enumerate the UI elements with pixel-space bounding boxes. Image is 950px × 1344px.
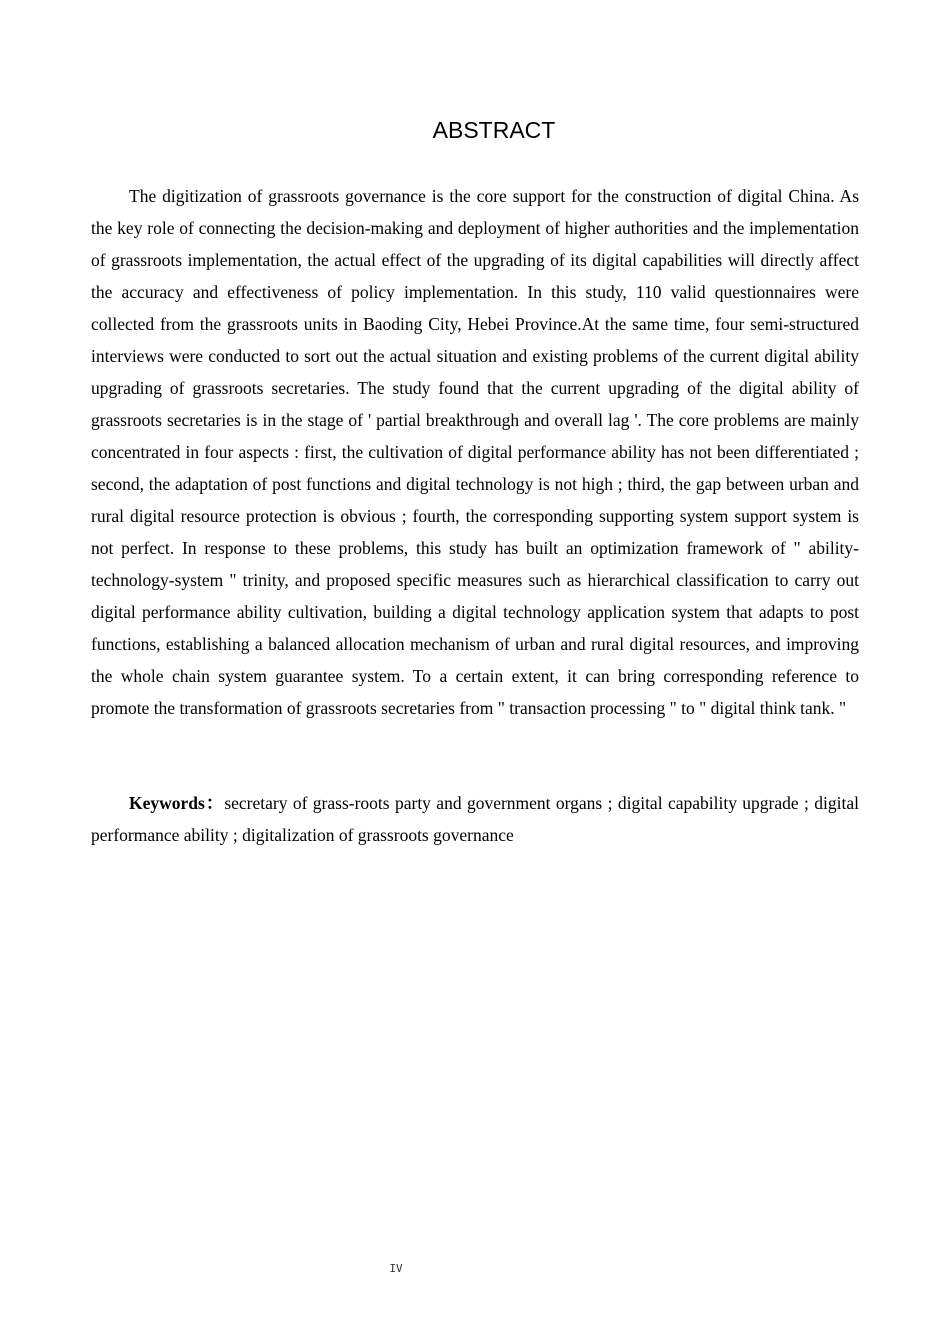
- abstract-title: ABSTRACT: [432, 117, 556, 143]
- page-number: IV: [389, 1262, 403, 1275]
- keywords-paragraph: [91, 787, 859, 851]
- abstract-paragraph: The digitization of grassroots governance is the core support for the construction of digital China. As the key role of connecting the decision-making and deployment of higher authorities and the implementation of grassroots implementation, the actual effect of the upgrading of its digital capabilities will directly affect the accuracy and effectiveness of policy implementation. In this study, 110 valid questionnaires were collected from the grassroots units in Baoding City, Hebei Province.At the same time, four semi-structured interviews were conducted to sort out the actual situation and existing problems of the current digital ability upgrading of grassroots secretaries. The study found that the current upgrading of the digital ability of grassroots secretaries is in the stage of ' partial breakthrough and overall lag '. The core problems are mainly concentrated in four aspects : first, the cultivation of digital performance ability has not been differentiated ; second, the adaptation of post functions and digital technology is not high ; third, the gap between urban and rural digital resource protection is obvious ; fourth, the corresponding supporting system support system is not perfect. In response to these problems, this study has built an optimization framework of " ability-technology-system " trinity, and proposed specific measures such as hierarchical classification to carry out digital performance ability cultivation, building a digital technology application system that adapts to post functions, establishing a balanced allocation mechanism of urban and rural digital resources, and improving the whole chain system guarantee system. To a certain extent, it can bring corresponding reference to promote the transformation of grassroots secretaries from " transaction processing " to " digital think tank. ": [91, 186, 859, 718]
- keywords-label: Keywords：: [129, 793, 225, 813]
- keywords-list: secretary of grass-roots party and government organs ; digital capability upgrade ; digital performance ability ; digitalization of grassroots governance: [91, 793, 860, 845]
